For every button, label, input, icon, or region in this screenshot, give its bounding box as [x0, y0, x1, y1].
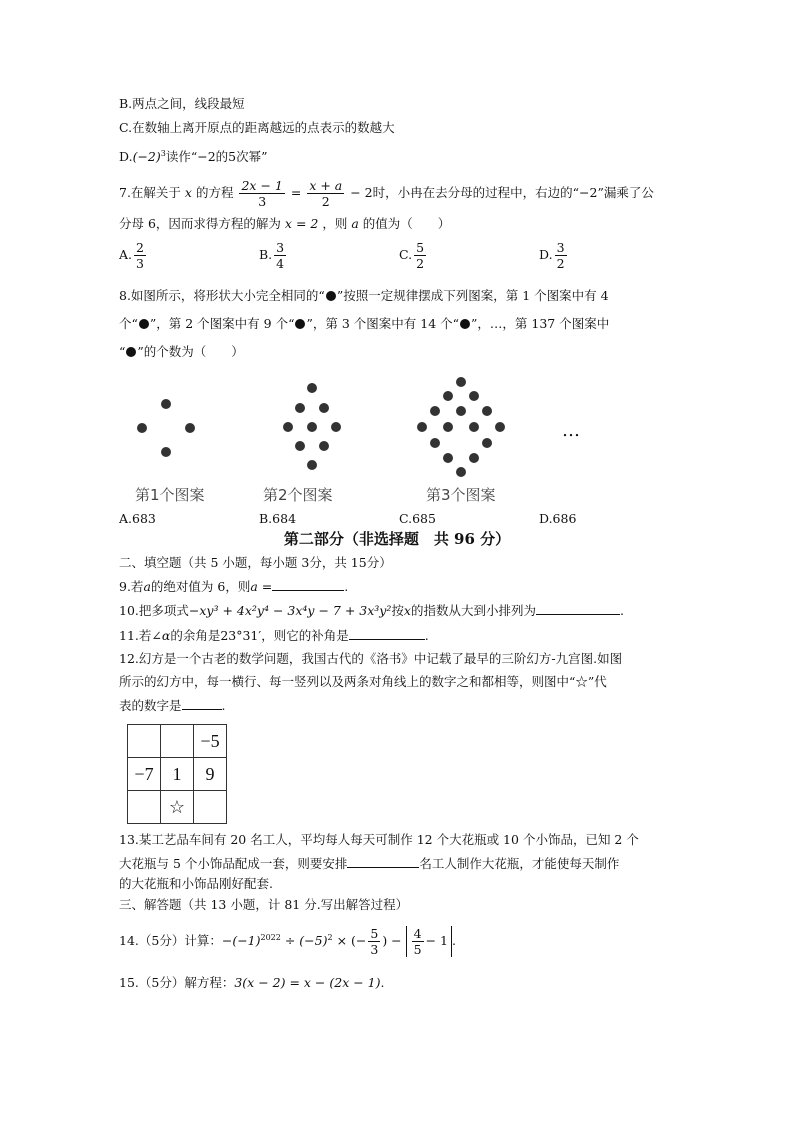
- fill-section-header: 二、填空题（共 5 小题，每小题 3分，共 15分）: [119, 555, 392, 570]
- q7-option-b: B. $\frac{3}{4}$: [259, 240, 285, 271]
- question-11: 11.若∠α的余角是23°31′，则它的补角是 .: [119, 628, 429, 643]
- dot-icon: [295, 319, 305, 329]
- absolute-value: $\frac{4}{5}$ − 1: [406, 926, 452, 957]
- star-icon: ☆: [161, 791, 194, 824]
- magic-cell: −5: [194, 725, 227, 758]
- q8-option-b: B.684: [259, 511, 297, 526]
- dot-icon: [460, 319, 470, 329]
- question-15: 15.（5分）解方程：3(x − 2) = x − (2x − 1).: [119, 975, 385, 990]
- pattern-3: [417, 377, 505, 477]
- question-9: 9.若a的绝对值为 6，则a = .: [119, 579, 349, 594]
- q7-option-a: A. $\frac{2}{3}$: [119, 240, 144, 271]
- fraction: $\frac{x + a}{2}$: [309, 178, 343, 209]
- q7-option-c: C. $\frac{5}{2}$: [399, 240, 425, 271]
- q6-option-b: B.两点之间，线段最短: [119, 96, 245, 111]
- solve-section-header: 三、解答题（共 13 小题，计 81 分.写出解答过程）: [119, 897, 409, 912]
- dot-pattern-figure: [0, 370, 794, 480]
- magic-cell: [128, 791, 161, 824]
- question-13-line2: 大花瓶与 5 个小饰品配成一套，则要安排 名工人制作大花瓶，才能使每天制作: [119, 856, 620, 871]
- answer-blank[interactable]: [272, 578, 344, 591]
- figure-label-3: 第3个图案: [426, 486, 496, 504]
- question-12-line3: 表的数字是 .: [119, 698, 226, 713]
- question-8-line3: “ ”的个数为（ ）: [119, 344, 244, 359]
- magic-cell: [128, 725, 161, 758]
- question-7-line1: 7.在解关于 x 的方程 $\frac{2x - 1}{3}$ = $\frac{x + a}{2}$ − 2时，小冉在去分母的过程中，右边的“−2”漏乘了公: [119, 178, 654, 209]
- pattern-2: [283, 383, 341, 470]
- answer-blank[interactable]: [536, 602, 620, 615]
- question-14: 14.（5分）计算：$-(-1)^{2022} \div (-5)^2$ × (− $\frac{5}{3}$ ) − $\frac{4}{5}$ − 1 .: [119, 926, 456, 957]
- magic-cell: [194, 791, 227, 824]
- question-12-line1: 12.幻方是一个古老的数学问题，我国古代的《洛书》中记载了最早的三阶幻方-九宫图.如图: [119, 651, 623, 666]
- magic-square: [127, 724, 227, 824]
- magic-cell: −7: [128, 758, 161, 791]
- question-13-line3: 的大花瓶和小饰品刚好配套.: [119, 876, 273, 891]
- q7-option-d: D. $\frac{3}{2}$: [539, 240, 565, 271]
- magic-cell: 1: [161, 758, 194, 791]
- question-12-line2: 所示的幻方中，每一横行、每一竖列以及两条对角线上的数字之和都相等，则图中“☆”代: [119, 674, 607, 689]
- magic-cell: 9: [194, 758, 227, 791]
- answer-blank[interactable]: [182, 697, 222, 710]
- q8-option-d: D.686: [539, 511, 577, 526]
- figure-label-2: 第2个图案: [263, 486, 333, 504]
- q8-option-a: A.683: [119, 511, 156, 526]
- dot-icon: [326, 291, 336, 301]
- pattern-1: [137, 399, 195, 457]
- q8-option-c: C.685: [399, 511, 436, 526]
- q6-option-c: C.在数轴上离开原点的距离越远的点表示的数越大: [119, 120, 395, 135]
- fraction: $\frac{2x - 1}{3}$: [241, 178, 283, 209]
- magic-cell: [161, 725, 194, 758]
- answer-blank[interactable]: [349, 627, 425, 640]
- question-10: 10.把多项式−xy³ + 4x²y⁴ − 3x⁴y − 7 + 3x³y²按x的指数从大到小排列为 .: [119, 603, 624, 618]
- ellipsis: …: [562, 420, 580, 441]
- q6-option-d: $D.(-2)^3$读作“−2的5次幂”: [119, 149, 268, 165]
- answer-blank[interactable]: [347, 855, 419, 868]
- question-8-line2: 个“ ”，第 2 个图案中有 9 个“ ”，第 3 个图案中有 14 个“ ”，…，第 137 个图案中: [119, 316, 610, 331]
- question-7-line2: 分母 6，因而求得方程的解为 x = 2 ，则 a 的值为（ ）: [119, 216, 451, 231]
- question-13-line1: 13.某工艺品车间有 20 名工人，平均每人每天可制作 12 个大花瓶或 10 个小饰品，已知 2 个: [119, 832, 639, 847]
- part2-title: 第二部分（非选择题 共 96 分）: [283, 530, 511, 548]
- dot-icon: [126, 347, 136, 357]
- dot-icon: [139, 319, 149, 329]
- figure-label-1: 第1个图案: [135, 486, 205, 504]
- question-8-line1: 8.如图所示，将形状大小完全相同的“ ”按照一定规律摆成下列图案，第 1 个图案中有 4: [119, 288, 609, 303]
